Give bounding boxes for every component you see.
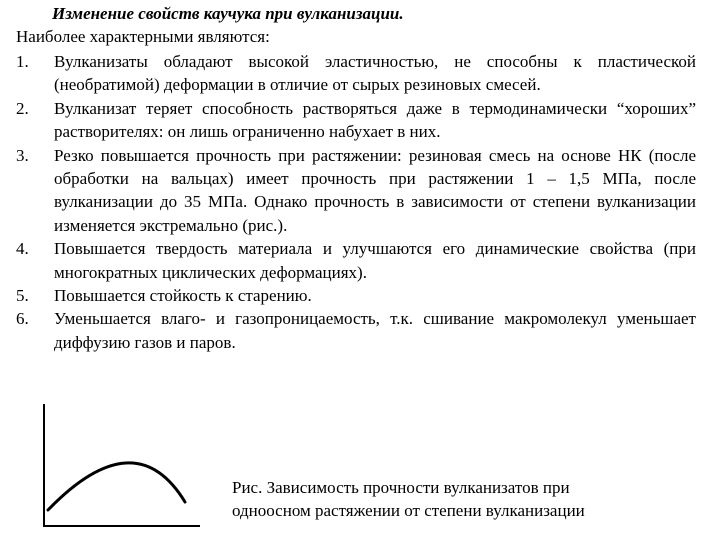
figure-caption: Рис. Зависимость прочности вулканизатов при одноосном растяжении от степени вулканизации	[232, 478, 585, 520]
list-item	[16, 307, 696, 354]
list-item-text: Повышается твердость материала и улучшаются его динамические свойства (при многократных циклических деформациях).	[54, 239, 696, 282]
strength-curve-figure	[40, 400, 210, 535]
list-item-text: Уменьшается влаго- и газопроницаемость, т.к. сшивание макромолекул уменьшает диффузию газов и паров.	[54, 309, 696, 352]
list-item	[16, 237, 696, 284]
list-item-number: 3.	[16, 145, 29, 165]
list-item	[16, 144, 696, 238]
section-title: Изменение свойств каучука при вулканизации.	[52, 4, 404, 23]
property-list	[16, 50, 696, 354]
strength-curve	[48, 463, 185, 510]
figure-axes	[44, 404, 200, 526]
list-item-number: 2.	[16, 98, 29, 118]
list-item-text: Повышается стойкость к старению.	[54, 286, 312, 306]
list-item-number: 6.	[16, 309, 29, 329]
list-item-number: 5.	[16, 286, 29, 306]
list-item-text: Вулканизат теряет способность растворяться даже в термодинамически “хороших” растворителях: он лишь ограниченно набухает в них.	[54, 98, 696, 142]
list-item	[16, 50, 696, 97]
list-item	[16, 284, 696, 307]
list-item	[16, 97, 696, 144]
list-item-text: Вулканизаты обладают высокой эластичностью, не способны к пластической (необратимой) деформации в отличие от сырых резиновых смесей.	[54, 52, 696, 95]
intro-text: Наиболее характерными являются:	[16, 27, 270, 46]
list-item-number: 4.	[16, 239, 29, 259]
list-item-number: 1.	[16, 52, 29, 71]
list-item-text: Резко повышается прочность при растяжении: резиновая смесь на основе НК (после обработки на вальцах) имеет прочность при растяжении 1 – 1,5 МПа, после вулканизации до 35 МПа. Однако прочность в зависимости от степени вулканизации изменяется экстремально (рис.).	[54, 145, 696, 235]
